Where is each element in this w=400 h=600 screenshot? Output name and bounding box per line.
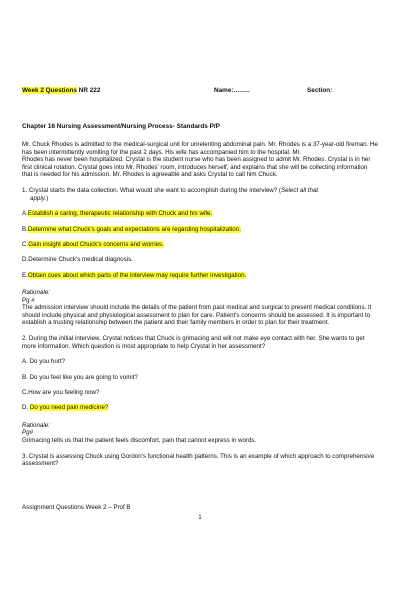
question-2-option-b xyxy=(22,374,378,381)
option-letter: D. xyxy=(22,404,29,412)
question-2-rationale-label: Rationale: xyxy=(22,421,50,429)
question-2-option-d xyxy=(22,404,378,411)
question-2-page-ref: Pg# xyxy=(22,429,34,437)
question-1-stem-text: 1. Crystal starts the data collection. What would she want to accomplish during the interview? ( xyxy=(22,187,281,195)
header-name-field: Name:…….. xyxy=(214,87,250,94)
option-text: Do you feel like you are going to vomit? xyxy=(29,373,138,381)
question-1-option-d xyxy=(22,256,378,263)
chapter-title: Chapter 16 Nursing Assessment/Nursing Process- Standards P/P xyxy=(22,123,220,130)
question-1-stem xyxy=(22,187,378,202)
option-letter: A. xyxy=(22,210,28,218)
question-2-rationale: Grimacing tells us that the patient feels discomfort, pain that cannot express in words. xyxy=(22,436,257,444)
option-text: Obtain cues about which parts of the interview may require further investigation. xyxy=(27,271,247,279)
question-1-rationale-label: Rationale: xyxy=(22,289,50,297)
option-letter: B. xyxy=(22,225,28,233)
page-number: 1 xyxy=(198,514,202,521)
question-1-option-c xyxy=(22,241,378,248)
option-text: Establish a caring, therapeutic relationship with Chuck and his wife. xyxy=(27,210,213,218)
question-1-option-b xyxy=(22,226,378,233)
question-1-page-ref: Pg # xyxy=(22,296,35,304)
page-content xyxy=(22,87,378,468)
option-letter: C. xyxy=(22,388,29,396)
question-3-stem: 3. Crystal is assessing Chuck using Gordon's functional health patterns. This is an example of which approach to comprehensive assessment? xyxy=(22,452,375,468)
option-text: Gain insight about Chuck's concerns and worries. xyxy=(28,241,164,249)
option-letter: B. xyxy=(22,373,28,381)
option-text: How are you feeling now? xyxy=(28,388,100,396)
question-1-stem-end: ) xyxy=(46,194,49,202)
question-1-select-all: Select all that xyxy=(280,187,319,195)
question-1-rationale: The admission interview should include the details of the patient from past medical and surgical to present medical conditions. It should include physical and physiological assessment to plan for care. Patient's concerns should be assessed. It is important to establish a trusting relationship between the patient and their family members in order to plan for their treatment. xyxy=(22,304,372,326)
question-1-option-a xyxy=(22,210,378,217)
question-2-option-a xyxy=(22,358,378,365)
scenario-paragraph-1: Mr. Chuck Rhodes is admitted to the medical-surgical unit for unrelenting abdominal pain. Mr. Rhodes is a 37-year-old fireman. He has been intermittently vomiting for the past 2 days. His wife has accompanied him to the hospital. Mr. xyxy=(22,141,378,156)
option-text: Do you need pain medicine? xyxy=(29,404,109,412)
page-footer: Assignment Questions Week 2 – Prof B xyxy=(22,504,131,511)
question-1-apply: apply. xyxy=(30,194,47,202)
scenario-paragraph-2: Rhodes has never been hospitalized. Crystal is the student nurse who has been assigned to admit Mr. Rhodes. Crystal is in her first clinical rotation. Crystal goes into Mr. Rhodes' room, introduces herself, and explains that she will be collecting information that is needed for his admission. Mr. Rhodes is agreeable and asks Crystal to call him Chuck. xyxy=(22,156,371,179)
header-title-group xyxy=(22,87,100,94)
option-letter: C. xyxy=(22,241,29,249)
header-title: Week 2 Questions xyxy=(22,87,77,94)
option-text: Do you hurt? xyxy=(29,358,66,366)
header-section-field: Section: xyxy=(307,87,333,94)
question-1-option-e xyxy=(22,272,378,279)
option-letter: A. xyxy=(22,358,28,366)
option-text: Determine Chuck's medical diagnosis. xyxy=(28,256,133,264)
option-letter: E. xyxy=(22,271,28,279)
question-2-option-c xyxy=(22,389,378,396)
option-letter: D. xyxy=(22,256,29,264)
header-course: NR 222 xyxy=(76,87,101,94)
option-text: Determine what Chuck's goals and expectations are regarding hospitalization. xyxy=(27,225,241,233)
document-header xyxy=(22,87,378,95)
question-2-stem: 2. During the initial interview, Crystal notices that Chuck is grimacing and will not make eye contact with her. She wants to get more information. Which question is most appropriate to help Crystal in her assessment? xyxy=(22,335,365,350)
